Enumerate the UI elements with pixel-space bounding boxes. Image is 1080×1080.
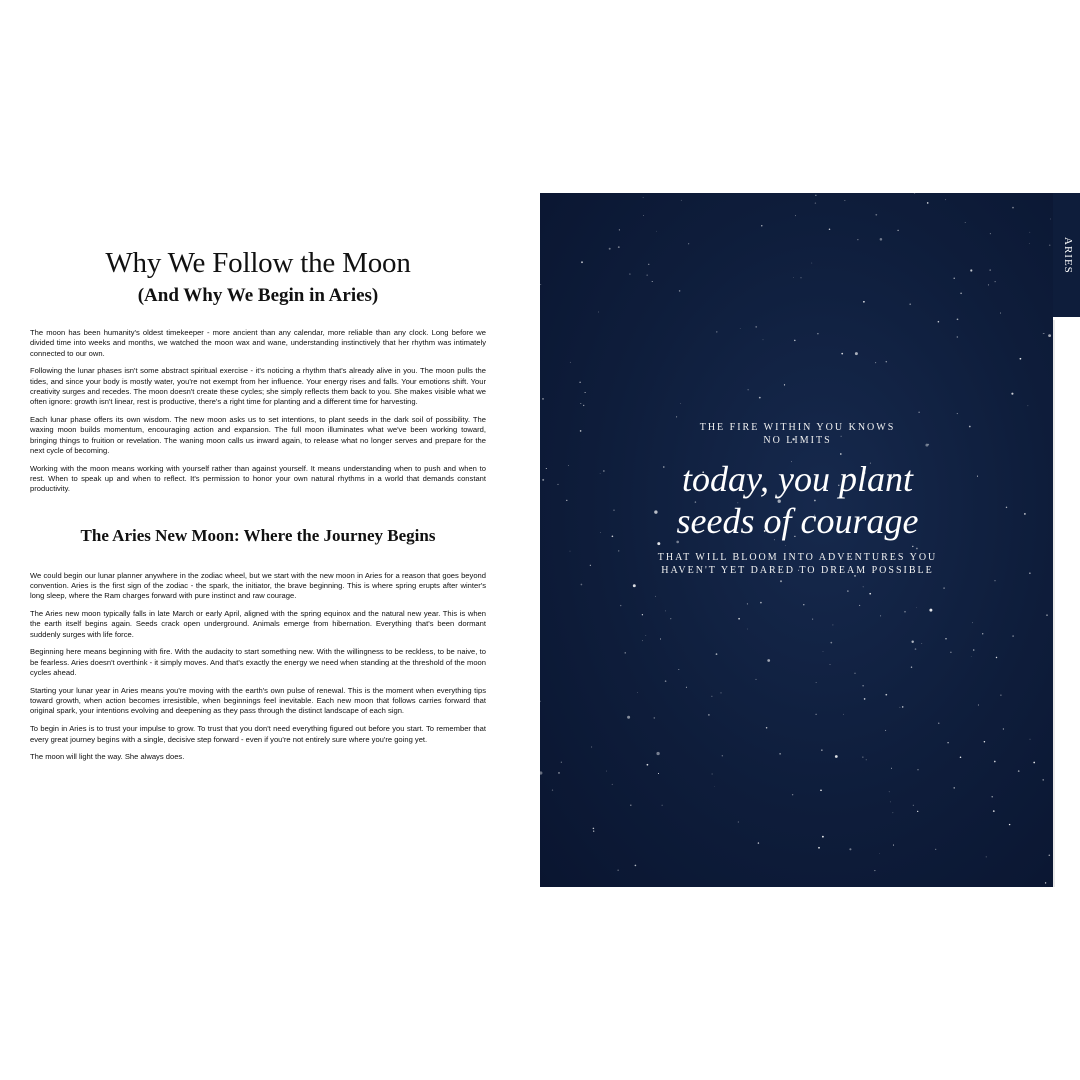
star (784, 384, 785, 385)
star (648, 264, 649, 265)
star (1045, 882, 1046, 883)
star (935, 849, 936, 850)
star (679, 290, 681, 292)
star (857, 239, 858, 240)
star (688, 243, 689, 244)
left-page (30, 240, 486, 770)
star (890, 802, 891, 803)
star (568, 465, 569, 466)
star (1018, 770, 1020, 772)
star (911, 666, 912, 667)
star (785, 545, 786, 546)
star (609, 248, 611, 250)
star (630, 805, 631, 806)
star (862, 757, 863, 758)
star (978, 705, 979, 706)
star (965, 222, 966, 223)
star (875, 214, 877, 216)
star (845, 200, 846, 201)
star (957, 318, 959, 320)
star (938, 321, 940, 323)
body-paragraph: Each lunar phase offers its own wisdom. The new moon asks us to set intentions, to plant seeds in the dark soil of possibility. The waxing moon builds momentum, encouraging action and expansion. The full moon illuminates what we've been working toward, bringing things to fruition or revelation. The waning moon calls us inward again, to release what no longer serves and prepare for the next cycle of becoming. (30, 415, 486, 455)
star (815, 195, 816, 196)
star (540, 701, 541, 702)
star (866, 759, 867, 760)
star (593, 831, 594, 832)
star (579, 382, 580, 383)
star (1042, 779, 1043, 780)
star (915, 648, 917, 650)
star (921, 643, 922, 644)
star (971, 656, 972, 657)
star (676, 416, 677, 417)
star (660, 639, 661, 640)
star (823, 651, 824, 652)
star (647, 275, 648, 276)
section-paragraph: The Aries new moon typically falls in late March or early April, aligned with the spring equinox and the natural new year. This is when the earth itself begins again. Seeds crack open underground. Animals emerge from hibernation. Everything that's been dormant suddenly surges with life force. (30, 609, 486, 639)
section-paragraph: The moon will light the way. She always does. (30, 752, 185, 762)
quote-intro (660, 422, 935, 447)
star (891, 768, 892, 769)
section-tab-label: ARIES (1062, 237, 1074, 274)
star (820, 789, 822, 791)
star (558, 484, 559, 485)
body-paragraph: Following the lunar phases isn't some abstract spiritual exercise - it's noticing a rhythm that's already alive in you. The moon pulls the tides, and since your body is mostly water, you're not exempt from her influence. Your energy rises and falls. Your emotions shift. Your creativity surges and recedes. The moon doesn't create these cycles; she simply reflects them back to you. She makes visible what we often ignore: growth isn't linear, rest is productive, there's a right time for planting and a different time for harvesting. (30, 366, 486, 407)
star (618, 870, 619, 871)
star (612, 535, 614, 537)
star (637, 692, 638, 693)
star (542, 398, 544, 400)
star (889, 791, 890, 792)
star (625, 652, 626, 653)
star (829, 229, 831, 231)
star (755, 326, 757, 328)
star (633, 584, 636, 587)
star (918, 412, 919, 413)
star (763, 339, 764, 340)
star (917, 769, 918, 770)
star (913, 805, 914, 806)
star (647, 764, 649, 766)
star (859, 605, 860, 606)
star (642, 614, 643, 615)
star (1029, 573, 1030, 574)
star (612, 784, 613, 785)
star (875, 362, 876, 363)
star (629, 273, 630, 274)
star (656, 231, 657, 232)
star (841, 353, 843, 355)
star (1012, 207, 1014, 209)
star (643, 215, 644, 216)
quote-outro-line: THAT WILL BLOOM INTO ADVENTURES YOU (657, 552, 938, 563)
star (1049, 855, 1051, 857)
quote-intro-line: NO LIMITS (763, 434, 832, 446)
star (767, 659, 770, 662)
star (627, 716, 630, 719)
star (686, 687, 687, 688)
star (847, 590, 848, 591)
quote-headline (640, 458, 955, 542)
star (603, 470, 604, 471)
star (760, 602, 762, 604)
star (1020, 358, 1022, 360)
star (1003, 728, 1004, 729)
star (1043, 333, 1044, 334)
star (1011, 393, 1013, 395)
star (849, 848, 851, 850)
star (970, 269, 972, 271)
star (843, 714, 844, 715)
star (880, 238, 883, 241)
star (681, 200, 682, 201)
star (984, 741, 985, 742)
star (994, 580, 995, 581)
star (618, 550, 619, 551)
star (613, 510, 614, 511)
star (620, 605, 621, 606)
star (957, 413, 958, 414)
page-edge-divider (1053, 320, 1055, 887)
star (914, 193, 915, 194)
star (1028, 405, 1029, 406)
star (943, 587, 945, 589)
star (864, 698, 866, 700)
star (758, 842, 759, 843)
star (598, 312, 599, 313)
star (991, 796, 992, 797)
star (600, 473, 601, 474)
star (954, 787, 955, 788)
star (996, 657, 997, 658)
star (840, 453, 842, 455)
star (812, 619, 813, 620)
star (792, 794, 793, 795)
star (657, 542, 660, 545)
star (893, 812, 894, 813)
star (863, 586, 864, 587)
star (761, 225, 762, 226)
star (619, 229, 620, 230)
section-paragraph: To begin in Aries is to trust your impulse to grow. To trust that you don't need everything figured out before you start. To remember that every great journey begins with a single, decisive step forward - even if you're not entirely sure where you're going yet. (30, 724, 486, 744)
star (863, 301, 865, 303)
quote-outro (640, 552, 955, 577)
star (969, 426, 971, 428)
star (954, 278, 955, 279)
star (1006, 507, 1007, 508)
quote-headline-line: seeds of courage (676, 501, 919, 541)
star (542, 479, 544, 481)
quote-intro-line: THE FIRE WITHIN YOU KNOWS (699, 422, 896, 433)
star (1029, 243, 1030, 244)
star (585, 392, 586, 393)
star (830, 664, 831, 665)
star (756, 679, 757, 680)
star (643, 197, 644, 198)
star (972, 622, 973, 623)
star (862, 685, 863, 686)
star (1024, 513, 1026, 515)
star (780, 580, 782, 582)
star (885, 730, 886, 731)
star (747, 629, 748, 630)
star (821, 750, 822, 751)
star (593, 828, 595, 830)
star (716, 653, 718, 655)
star (916, 607, 917, 608)
star (880, 615, 881, 616)
star (902, 706, 904, 708)
star (989, 269, 991, 271)
star (680, 403, 681, 404)
star (947, 742, 948, 743)
star (816, 682, 817, 683)
star (929, 609, 932, 612)
star (885, 694, 887, 696)
star (716, 331, 717, 332)
star (977, 476, 978, 477)
star (1012, 635, 1014, 637)
star (986, 856, 987, 857)
star (960, 757, 962, 759)
star (566, 500, 567, 501)
star (583, 405, 584, 406)
star (794, 340, 796, 342)
star (740, 328, 741, 329)
star (815, 714, 816, 715)
star (938, 723, 939, 724)
star (830, 642, 832, 644)
star (645, 635, 646, 636)
star (712, 774, 713, 775)
star (994, 761, 996, 763)
star (897, 230, 898, 231)
star (570, 362, 571, 363)
star (912, 546, 913, 547)
body-paragraph: Working with the moon means working with yourself rather than against yourself. It means understanding when to push and when to rest. When to speak up and when to reflect. It's permission to honor your own natural rhythms in a world that demands constant productivity. (30, 463, 486, 494)
star (540, 284, 541, 285)
star (916, 548, 918, 550)
star (854, 673, 855, 674)
star (1046, 614, 1047, 615)
star (540, 771, 542, 774)
star (670, 618, 671, 619)
star (570, 551, 571, 552)
star (738, 618, 740, 620)
star (738, 821, 739, 822)
star (580, 430, 582, 432)
star (748, 389, 749, 390)
star (1000, 313, 1001, 314)
star (658, 773, 659, 774)
star (1033, 762, 1035, 764)
star (945, 638, 946, 639)
star (606, 771, 607, 772)
star (917, 811, 918, 812)
section-paragraph: We could begin our lunar planner anywhere in the zodiac wheel, but we start with the new moon in Aries for a reason that goes beyond convention. Aries is the first sign of the zodiac - the spark, the initiator, the brave beginning. This is where spring erupts after winter's long sleep, where the Ram charges forward with pure instinct and raw courage. (30, 570, 486, 601)
star (747, 603, 748, 604)
section-title: The Aries New Moon: Where the Journey Begins (80, 525, 436, 545)
star (900, 707, 901, 708)
star (581, 584, 583, 586)
page-title: Why We Follow the Moon (105, 247, 411, 279)
page-subtitle: (And Why We Begin in Aries) (137, 285, 379, 306)
star (759, 397, 761, 399)
star (590, 565, 591, 566)
star (957, 336, 958, 337)
star (1029, 232, 1030, 233)
star (973, 649, 975, 651)
star (642, 640, 643, 641)
star (909, 303, 911, 305)
star (600, 532, 601, 533)
star (869, 593, 871, 595)
star (874, 870, 875, 871)
star (886, 361, 887, 362)
star (1000, 694, 1001, 695)
star (960, 292, 962, 294)
star (950, 652, 951, 653)
star (793, 277, 794, 278)
star (1048, 334, 1051, 337)
star (1030, 739, 1031, 740)
star (652, 281, 653, 282)
star (618, 246, 620, 248)
section-paragraph: Starting your lunar year in Aries means you're moving with the earth's own pulse of renewal. This is the moment when everything tips toward growth, when action becomes irresistible, when beginnings feel inevitable. Each new moon that follows carries forward that original spark, your intentions evolving and deepening as they pass through the distinct landscape of each sign. (30, 685, 486, 716)
star (546, 468, 547, 469)
star (1043, 333, 1044, 334)
star (795, 215, 796, 216)
star (665, 611, 666, 612)
star (655, 596, 656, 597)
star (982, 633, 983, 634)
star (993, 810, 995, 812)
star (815, 202, 816, 203)
star (832, 624, 833, 625)
star (662, 805, 663, 806)
star (580, 403, 581, 404)
quote-outro-line: HAVEN'T YET DARED TO DREAM POSSIBLE (661, 564, 934, 576)
star (635, 865, 637, 867)
star (714, 786, 715, 787)
star (835, 755, 838, 758)
star (558, 772, 560, 774)
star (766, 727, 768, 729)
star (927, 202, 929, 204)
star (855, 352, 858, 355)
star (779, 753, 780, 754)
star (654, 717, 656, 719)
star (990, 233, 991, 234)
star (720, 692, 721, 693)
star (818, 847, 820, 849)
star (708, 714, 710, 716)
star (995, 281, 996, 282)
star (801, 277, 802, 278)
star (711, 696, 712, 697)
star (803, 604, 804, 605)
star (817, 333, 818, 334)
star (911, 641, 913, 643)
star (656, 752, 659, 755)
star (822, 836, 824, 838)
star (879, 853, 880, 854)
star (581, 261, 583, 263)
star (988, 284, 989, 285)
star (678, 669, 679, 670)
star (552, 790, 553, 791)
star (1009, 824, 1010, 825)
star (561, 762, 562, 763)
star (722, 755, 723, 756)
star (945, 199, 946, 200)
star (811, 263, 812, 264)
star (665, 680, 667, 682)
star (893, 845, 894, 846)
body-paragraph: The moon has been humanity's oldest timekeeper - more ancient than any calendar, more reliable than any clock. Long before we divided time into weeks and months, we watched the moon wax and wane, understanding instinctively that her rhythm was intimately connected to our own. (30, 328, 486, 358)
star (591, 746, 592, 747)
star (1049, 245, 1050, 246)
section-paragraph: Beginning here means beginning with fire. With the audacity to start something new. With the willingness to be reckless, to be naive, to be fearless. Aries doesn't overthink - it simply moves. And that's exactly the energy we need when standing at the threshold of the moon cycles ahead. (30, 647, 486, 678)
quote-headline-line: today, you plant (682, 459, 913, 499)
star (904, 611, 906, 613)
star (1050, 219, 1051, 220)
